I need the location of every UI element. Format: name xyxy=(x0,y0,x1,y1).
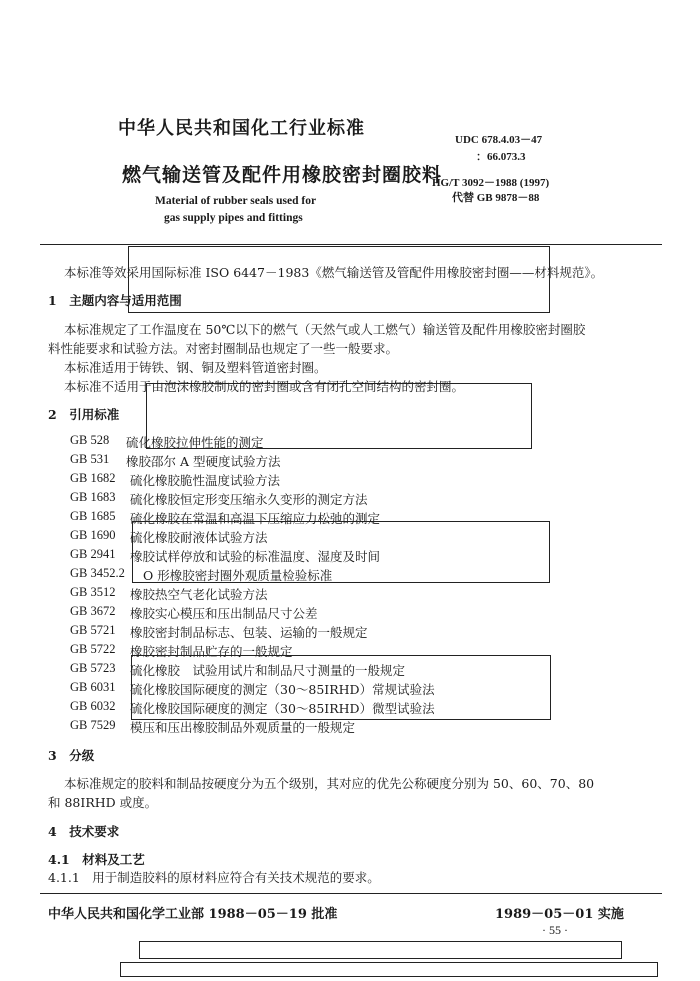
annotation-box xyxy=(139,941,622,959)
annotation-box xyxy=(131,655,551,720)
reference-code: GB 1690 xyxy=(70,528,116,542)
header-divider xyxy=(40,244,662,245)
reference-title: O 形橡胶密封圈外观质量检验标准 xyxy=(143,568,333,583)
section-3-heading: 3 分级 xyxy=(48,748,95,763)
intro-paragraph: 本标准等效采用国际标准 ISO 6447－1983《燃气输送管及管配件用橡胶密封圈——材料规范》。 xyxy=(64,265,604,280)
industry-standard-title: 中华人民共和国化工行业标准 xyxy=(118,118,365,139)
annotation-box xyxy=(132,521,550,583)
reference-title: 橡胶密封制品标志、包装、运输的一般规定 xyxy=(130,625,368,640)
page-number: · 55 · xyxy=(542,923,568,937)
reference-title: 硫化橡胶恒定形变压缩永久变形的测定方法 xyxy=(130,492,368,507)
standard-title-zh: 燃气输送管及配件用橡胶密封圈胶料 xyxy=(122,164,443,186)
section-1-para1-line1: 本标准规定了工作温度在 50℃以下的燃气（天然气或人工燃气）输送管及配件用橡胶密封圈胶 xyxy=(64,322,586,337)
reference-title: 硫化橡胶国际硬度的测定（30～85IRHD）微型试验法 xyxy=(130,701,435,716)
reference-code: GB 3672 xyxy=(70,604,116,618)
section-3-para-line2: 和 88IRHD 或度。 xyxy=(48,795,158,810)
footer-divider xyxy=(40,893,662,894)
reference-code: GB 3512 xyxy=(70,585,116,599)
section-4-1-heading: 4.1 材料及工艺 xyxy=(48,852,145,867)
udc-code-line1: UDC 678.4.03－47 xyxy=(455,134,543,146)
section-1-para1-line2: 料性能要求和试验方法。对密封圈制品也规定了一些一般要求。 xyxy=(48,341,399,356)
standard-title-en-line2: gas supply pipes and fittings xyxy=(164,212,303,224)
annotation-box xyxy=(128,246,550,313)
replaces-standard: 代替 GB 9878－88 xyxy=(452,192,540,204)
reference-code: GB 1682 xyxy=(70,471,116,485)
section-4-1-1-text: 4.1.1 用于制造胶料的原材料应符合有关技术规范的要求。 xyxy=(48,870,380,885)
reference-title: 橡胶密封制品贮存的一般规定 xyxy=(130,644,293,659)
reference-code: GB 7529 xyxy=(70,718,116,732)
reference-title: 硫化橡胶国际硬度的测定（30～85IRHD）常规试验法 xyxy=(130,682,435,697)
approval-line: 中华人民共和国化学工业部 1988－05－19 批准 xyxy=(48,907,338,922)
standard-title-en-line1: Material of rubber seals used for xyxy=(155,195,317,207)
reference-title: 硫化橡胶耐液体试验方法 xyxy=(130,530,268,545)
standard-number: HG/T 3092－1988 (1997) xyxy=(432,177,550,189)
implementation-date: 1989－05－01 实施 xyxy=(495,907,624,922)
section-1-heading: 1 主题内容与适用范围 xyxy=(48,293,182,308)
section-1-para3: 本标准不适用于由泡沫橡胶制成的密封圈或含有闭孔空间结构的密封圈。 xyxy=(64,379,465,394)
reference-code: GB 5723 xyxy=(70,661,116,675)
reference-code: GB 6031 xyxy=(70,680,116,694)
reference-code: GB 2941 xyxy=(70,547,116,561)
reference-code: GB 528 xyxy=(70,433,110,447)
reference-code: GB 6032 xyxy=(70,699,116,713)
reference-title: 模压和压出橡胶制品外观质量的一般规定 xyxy=(130,720,356,735)
section-3-para-line1: 本标准规定的胶料和制品按硬度分为五个级别，其对应的优先公称硬度分别为 50、60、70、80 xyxy=(64,776,595,791)
reference-title: 橡胶实心模压和压出制品尺寸公差 xyxy=(130,606,318,621)
reference-code: GB 3452.2 xyxy=(70,566,125,580)
section-1-para2: 本标准适用于铸铁、钢、铜及塑料管道密封圈。 xyxy=(64,360,327,375)
reference-code: GB 5721 xyxy=(70,623,116,637)
reference-code: GB 1683 xyxy=(70,490,116,504)
reference-title: 橡胶邵尔 A 型硬度试验方法 xyxy=(126,454,281,469)
reference-title: 橡胶热空气老化试验方法 xyxy=(130,587,268,602)
reference-title: 橡胶试样停放和试验的标准温度、湿度及时间 xyxy=(130,549,381,564)
udc-code-line2: ：66.073.3 xyxy=(476,151,526,163)
annotation-box xyxy=(120,962,658,977)
reference-code: GB 531 xyxy=(70,452,110,466)
reference-code: GB 1685 xyxy=(70,509,116,523)
reference-code: GB 5722 xyxy=(70,642,116,656)
reference-title: 硫化橡胶脆性温度试验方法 xyxy=(130,473,281,488)
annotation-box xyxy=(146,383,532,449)
section-4-heading: 4 技术要求 xyxy=(48,824,120,839)
reference-title: 硫化橡胶拉伸性能的测定 xyxy=(126,435,264,450)
reference-title: 硫化橡胶在常温和高温下压缩应力松弛的测定 xyxy=(130,511,381,526)
reference-title: 硫化橡胶 试验用试片和制品尺寸测量的一般规定 xyxy=(130,663,406,678)
section-2-heading: 2 引用标准 xyxy=(48,407,120,422)
